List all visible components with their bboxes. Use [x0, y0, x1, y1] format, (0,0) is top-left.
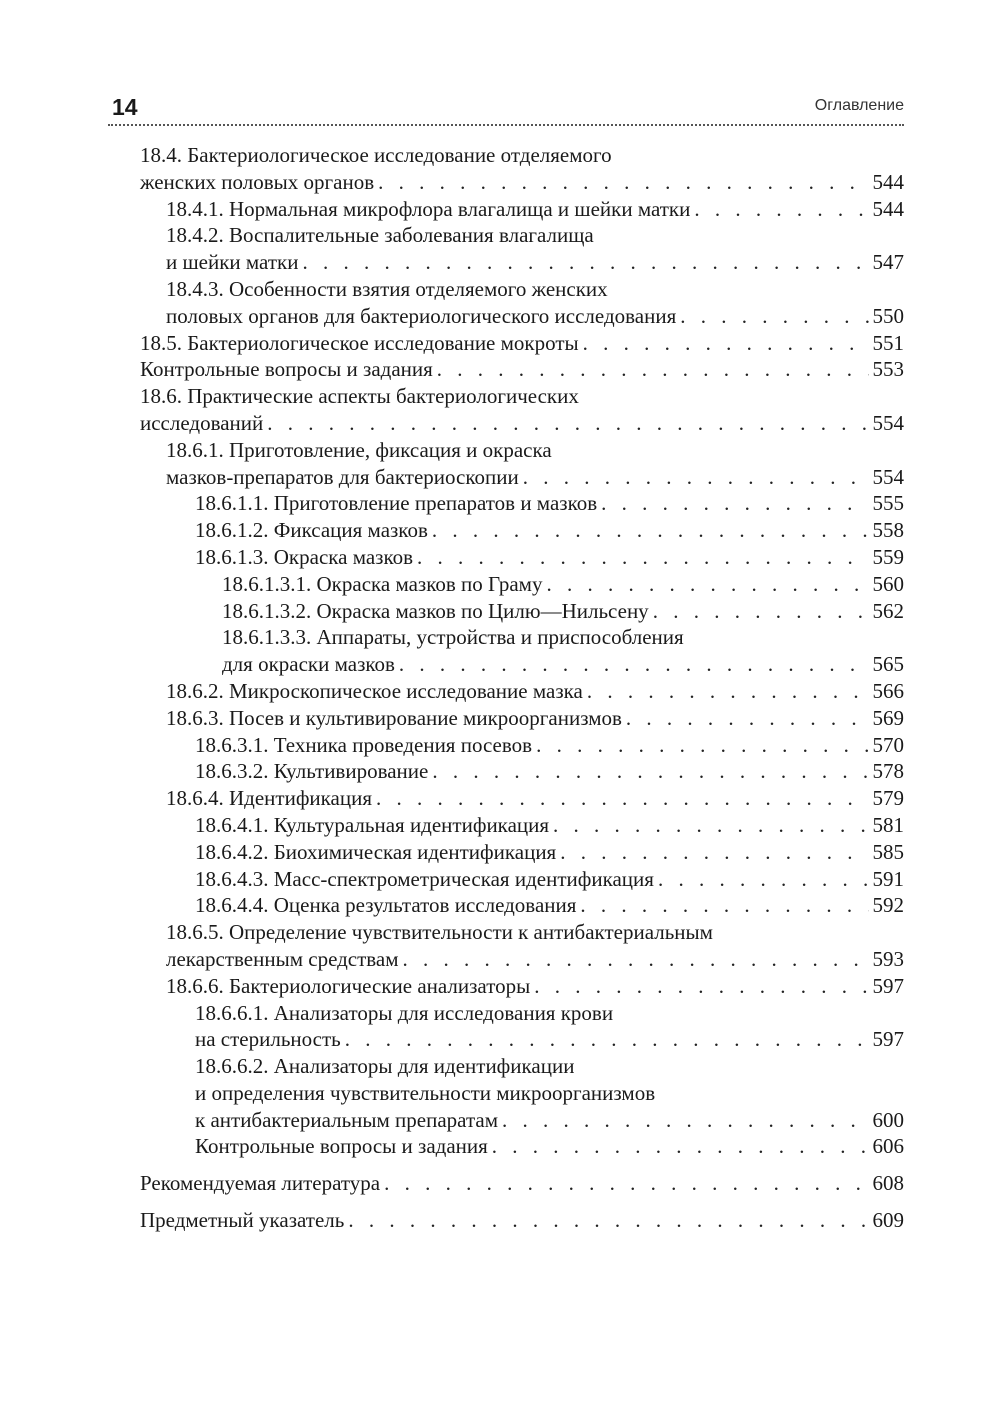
toc-entry-title: мазков-препаратов для бактериоскопии — [166, 464, 519, 489]
toc-entry[interactable] — [140, 544, 904, 571]
toc-entry-title: 18.4.2. Воспалительные заболевания влагалища — [166, 223, 594, 248]
dot-leader — [384, 1170, 868, 1197]
toc-entry-title: 18.6.6.1. Анализаторы для исследования крови — [195, 1000, 614, 1025]
toc-line — [140, 142, 904, 169]
toc-page-number: 560 — [872, 571, 904, 596]
dot-leader — [403, 946, 869, 973]
toc-entry-title: 18.6.1. Приготовление, фиксация и окраска — [166, 437, 552, 462]
toc-line — [140, 383, 904, 410]
toc-entry-title: 18.6.6. Бактериологические анализаторы — [166, 973, 531, 998]
dot-leader — [523, 464, 869, 491]
toc-entry[interactable] — [140, 732, 904, 759]
toc-line — [140, 785, 904, 812]
toc-page-number: 609 — [872, 1208, 904, 1233]
toc-entry[interactable] — [140, 973, 904, 1000]
toc-entry[interactable] — [140, 276, 904, 330]
toc-page-number: 606 — [872, 1134, 904, 1159]
toc-line — [140, 1000, 904, 1027]
toc-page-number: 550 — [872, 303, 904, 328]
toc-page-number: 554 — [872, 464, 904, 489]
toc-line — [140, 571, 904, 598]
toc-page-number: 558 — [872, 518, 904, 543]
toc-entry-title: 18.6.4.4. Оценка результатов исследования — [195, 893, 577, 918]
toc-entry-title: 18.6.4. Идентификация — [166, 786, 373, 811]
dot-leader — [302, 249, 868, 276]
toc-entry-title: 18.6.2. Микроскопическое исследование мазка — [166, 678, 583, 703]
toc-entry-title: 18.6.4.2. Биохимическая идентификация — [195, 839, 557, 864]
toc-entry[interactable] — [140, 1000, 904, 1054]
toc-line — [140, 544, 904, 571]
toc-entry[interactable] — [140, 222, 904, 276]
toc-entry[interactable] — [140, 517, 904, 544]
toc-line — [140, 517, 904, 544]
toc-entry[interactable] — [140, 437, 904, 491]
toc-entry[interactable] — [140, 330, 904, 357]
toc-entry-title: 18.6.1.3.2. Окраска мазков по Цилю—Нильсену — [222, 598, 649, 623]
toc-entry[interactable] — [140, 1133, 904, 1160]
dot-leader — [694, 196, 868, 223]
toc-entry-title: 18.6.1.3. Окраска мазков — [195, 544, 414, 569]
toc-entry[interactable] — [140, 678, 904, 705]
toc-entry-title: 18.6.6.2. Анализаторы для идентификации — [195, 1054, 575, 1079]
toc-entry[interactable] — [140, 1207, 904, 1234]
toc-entry-title: 18.6.1.3.1. Окраска мазков по Граму — [222, 571, 543, 596]
dot-leader — [399, 651, 869, 678]
dot-leader — [502, 1107, 869, 1134]
toc-entry-title: 18.4.3. Особенности взятия отделяемого женских — [166, 276, 608, 301]
toc-page-number: 591 — [872, 866, 904, 891]
toc-line — [140, 1107, 904, 1134]
toc-page-number: 553 — [872, 357, 904, 382]
toc-line — [140, 866, 904, 893]
toc-page-number: 579 — [872, 786, 904, 811]
dot-leader — [546, 571, 868, 598]
toc-page-number: 559 — [872, 544, 904, 569]
toc-line — [140, 839, 904, 866]
toc-line — [140, 169, 904, 196]
toc-entry-title: и определения чувствительности микроорганизмов — [195, 1080, 656, 1105]
toc-entry[interactable] — [140, 196, 904, 223]
toc-line — [140, 812, 904, 839]
toc-line — [140, 276, 904, 303]
toc-page-number: 565 — [872, 652, 904, 677]
toc-line — [140, 222, 904, 249]
toc-line — [140, 490, 904, 517]
toc-page-number: 551 — [872, 330, 904, 355]
dot-leader — [653, 598, 869, 625]
toc-entry-title: для окраски мазков — [222, 652, 395, 677]
toc-line — [140, 946, 904, 973]
toc-line — [140, 1026, 904, 1053]
toc-page-number: 581 — [872, 812, 904, 837]
toc-entry-title: Контрольные вопросы и задания — [140, 357, 433, 382]
toc-entry-title: лекарственным средствам — [166, 946, 399, 971]
toc-line — [140, 464, 904, 491]
toc-page-number: 562 — [872, 598, 904, 623]
toc-entry[interactable] — [140, 624, 904, 678]
toc-page-number: 555 — [872, 491, 904, 516]
toc-page-number: 592 — [872, 893, 904, 918]
toc-entry-title: 18.6.1.1. Приготовление препаратов и мазков — [195, 491, 598, 516]
toc-line — [140, 1170, 904, 1197]
toc-line — [140, 758, 904, 785]
dot-leader — [267, 410, 868, 437]
toc-entry-title: Рекомендуемая литература — [140, 1171, 381, 1196]
toc-line — [140, 598, 904, 625]
toc-entry-title: 18.6.4.3. Масс-спектрометрическая идентификация — [195, 866, 654, 891]
toc-page-number: 597 — [872, 1027, 904, 1052]
toc-line — [140, 973, 904, 1000]
toc-entry-title: 18.4. Бактериологическое исследование отделяемого — [140, 143, 612, 167]
toc-line — [140, 1133, 904, 1160]
toc-entry-title: 18.4.1. Нормальная микрофлора влагалища и шейки матки — [166, 196, 691, 221]
page-number: 14 — [112, 94, 138, 120]
toc-line — [140, 356, 904, 383]
toc-entry-title: Контрольные вопросы и задания — [195, 1134, 488, 1159]
page-header — [108, 94, 904, 126]
toc-page-number: 608 — [872, 1171, 904, 1196]
toc-entry-title: на стерильность — [195, 1027, 341, 1052]
dot-leader — [345, 1026, 869, 1053]
toc-line — [140, 437, 904, 464]
header-divider — [108, 124, 904, 126]
dot-leader — [437, 356, 869, 383]
dot-leader — [534, 973, 868, 1000]
toc-line — [140, 732, 904, 759]
toc-entry-title: 18.6.1.2. Фиксация мазков — [195, 518, 428, 543]
toc-line — [140, 249, 904, 276]
toc-entry[interactable] — [140, 598, 904, 625]
toc-page-number: 585 — [872, 839, 904, 864]
dot-leader — [601, 490, 868, 517]
running-title: Оглавление — [814, 97, 904, 114]
toc-entry-title: 18.6.4.1. Культуральная идентификация — [195, 812, 550, 837]
toc-entry-title: и шейки матки — [166, 250, 299, 275]
toc-line — [140, 705, 904, 732]
toc-entry[interactable] — [140, 571, 904, 598]
toc-entry-title: 18.6. Практические аспекты бактериологических — [140, 384, 579, 409]
toc-page-number: 547 — [872, 250, 904, 275]
toc-entry-title: Предметный указатель — [140, 1208, 345, 1233]
toc-line — [140, 651, 904, 678]
toc-entry[interactable] — [140, 785, 904, 812]
dot-leader — [417, 544, 868, 571]
toc-entry-title: 18.6.1.3.3. Аппараты, устройства и приспособления — [222, 625, 684, 650]
dot-leader — [378, 169, 868, 196]
dot-leader — [580, 892, 868, 919]
toc-line — [140, 196, 904, 223]
toc-entry[interactable] — [140, 1170, 904, 1197]
toc-entry[interactable] — [140, 919, 904, 973]
table-of-contents — [140, 142, 904, 1234]
toc-entry-title: 18.5. Бактериологическое исследование мокроты — [140, 330, 579, 355]
toc-line — [140, 1080, 904, 1107]
toc-entry[interactable] — [140, 812, 904, 839]
toc-entry-title: исследований — [140, 410, 264, 435]
toc-entry[interactable] — [140, 705, 904, 732]
toc-entry-title: 18.6.5. Определение чувствительности к антибактериальным — [166, 920, 713, 945]
toc-page-number: 566 — [872, 678, 904, 703]
dot-leader — [432, 517, 869, 544]
dot-leader — [376, 785, 868, 812]
toc-line — [140, 330, 904, 357]
dot-leader — [492, 1133, 869, 1160]
toc-line — [140, 1053, 904, 1080]
dot-leader — [536, 732, 868, 759]
dot-leader — [680, 303, 868, 330]
toc-entry-title: 18.6.3. Посев и культивирование микроорганизмов — [166, 705, 622, 730]
toc-line — [140, 678, 904, 705]
toc-entry[interactable] — [140, 839, 904, 866]
toc-line — [140, 919, 904, 946]
toc-entry[interactable] — [140, 142, 904, 196]
toc-entry-title: 18.6.3.2. Культивирование — [195, 759, 429, 784]
toc-entry-title: к антибактериальным препаратам — [195, 1107, 498, 1132]
toc-line — [140, 892, 904, 919]
toc-line — [140, 624, 904, 651]
toc-page-number: 569 — [872, 705, 904, 730]
toc-page-number: 544 — [872, 196, 904, 221]
dot-leader — [626, 705, 869, 732]
toc-line — [140, 1207, 904, 1234]
toc-entry-title: половых органов для бактериологического исследования — [166, 303, 677, 328]
toc-entry[interactable] — [140, 356, 904, 383]
toc-entry-title: 18.6.3.1. Техника проведения посевов — [195, 732, 533, 757]
toc-entry[interactable] — [140, 758, 904, 785]
dot-leader — [587, 678, 869, 705]
toc-page-number: 578 — [872, 759, 904, 784]
toc-page-number: 600 — [872, 1107, 904, 1132]
toc-page-number: 544 — [872, 169, 904, 194]
toc-entry-title: женских половых органов — [140, 169, 375, 194]
toc-entry[interactable] — [140, 1053, 904, 1133]
toc-entry[interactable] — [140, 490, 904, 517]
dot-leader — [432, 758, 868, 785]
dot-leader — [560, 839, 868, 866]
toc-page-number: 593 — [872, 946, 904, 971]
dot-leader — [348, 1207, 868, 1234]
toc-entry[interactable] — [140, 383, 904, 437]
toc-page-number: 554 — [872, 410, 904, 435]
toc-line — [140, 410, 904, 437]
toc-page-number: 570 — [872, 732, 904, 757]
dot-leader — [583, 330, 869, 357]
dot-leader — [553, 812, 868, 839]
toc-entry[interactable] — [140, 892, 904, 919]
dot-leader — [658, 866, 869, 893]
toc-entry[interactable] — [140, 866, 904, 893]
toc-page-number: 597 — [872, 973, 904, 998]
toc-line — [140, 303, 904, 330]
